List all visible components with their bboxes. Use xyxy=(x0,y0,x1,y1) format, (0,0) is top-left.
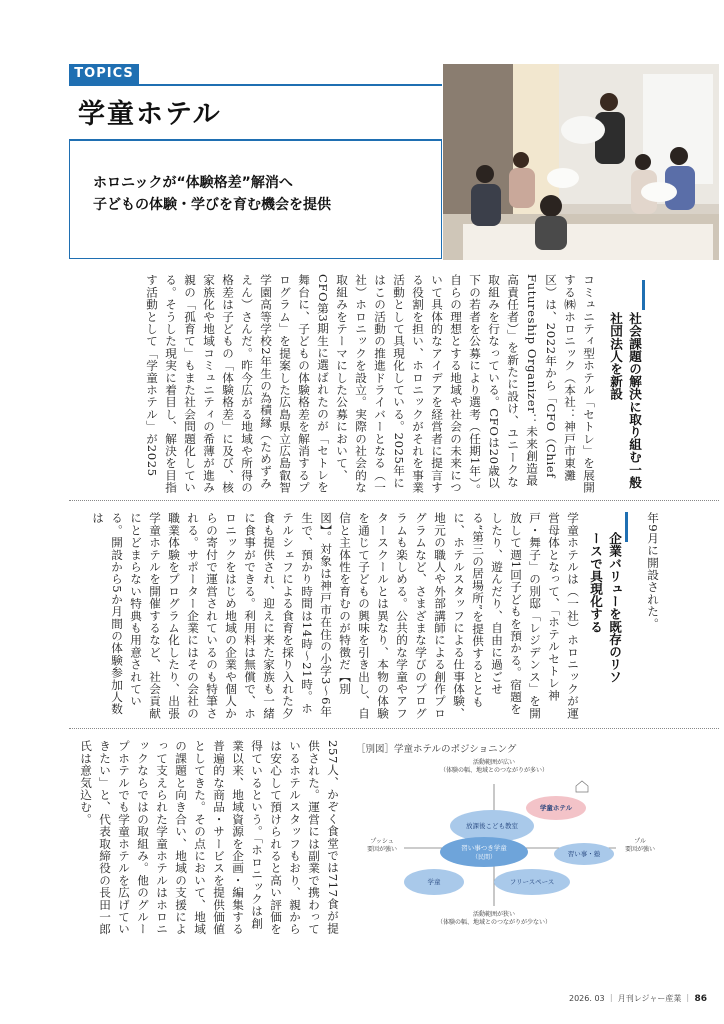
topics-tag: TOPICS xyxy=(69,64,139,84)
section-heading-bar xyxy=(625,512,628,542)
section-heading: 社会課題の解決に取り組む一般社団法人を新設 xyxy=(608,312,642,489)
figure-title: ［別図］学童ホテルのポジショニング xyxy=(356,744,517,755)
label-houkago: 放課後こども教室 xyxy=(466,822,518,830)
label-naraigoto-sub: （民間） xyxy=(471,854,497,861)
section-divider xyxy=(69,728,719,729)
positioning-figure xyxy=(354,756,664,936)
hero-photo xyxy=(443,64,719,260)
axis-bottom-label: 活動範囲が狭い xyxy=(472,911,516,918)
article-body: 年9月に開設された。 xyxy=(646,512,660,630)
axis-bottom-sublabel: （体験の幅、地域とのつながりが少ない） xyxy=(436,919,552,926)
page-title: 学童ホテル xyxy=(78,99,222,130)
article-body: コミュニティ型ホテル「セトレ」を展開する㈱ホロニック（本社：神戸市東灘区）は、2022年から「CFO（Chief Futureship Organizer：未来創造最高責任者）」を新たに設け、ユニークな取組みを行なっている。CFOは20歳以下の若者を公募により選考（任期1年）。自らの理想とする地域や社会の未来について具体的なアイデアを経営者に提言する役割を担い、ホロニックがそれを事業活動として具現化している。2025年にはこの活動の推進ドライバーとなる（一社）ホロニックを設立。実際の社会的な取組みをテーマにした公募において、CFO第3期生に選ばれたのが「セトレを舞台に、子どもの体験格差を解消するプログラム」を提案した広島県立広島叡智学園高等学校2年生の為積縁（ためずみえん）さんだ。昨今広がる地域や所得の格差は子どもの「体験格差」に及び、核家族化や地域コミュニティの希薄が進み親の「孤育て」もまた社会問題化している。そうした現実に着目し、解決を目指す活動として「学童ホテル」が2025 xyxy=(145,274,596,496)
header-rule xyxy=(69,84,442,86)
label-gakudo-hotel: 学童ホテル xyxy=(539,804,573,812)
bubble-naraigoto xyxy=(440,837,528,867)
axis-right-sublabel: 要因が強い xyxy=(624,846,656,853)
article-body: 学童ホテルは（一社）ホロニックが運営母体となって、「ホテルセトレ神戸・舞子」の別邸「レジデンス」を開放して週1回子どもを預かる。宿題をしたり、遊んだり、自由に過ごせる“第三の居場所”を提供するとともに、ホテルスタッフによる仕事体験、地元の職人や外部講師による創作プログラムなど、さまざまな学びのプログラムも楽しめる。公共的な学童やアフタースクールとは異なり、本物の体験を通じて子どもの興味を引き出し、自信と主体性を育むのが特徴だ【別図】。対象は神戸市在住の小学3〜6年生で、預かり時間は14時〜21時。ホテルシェフによる食育を採り入れた夕食も提供され、迎えに来た家族も一緒に食事ができる。利用料は無償で、ホロニックをはじめ地域の企業や個人からの寄付で運営されているのも特筆される。サポーター企業にはその会社の職業体験をプログラム化したり、出張学童ホテルを開催するなど、社会貢献にとどまらない特典も用意されている。開設から5か月間の体験参加人数は xyxy=(91,512,580,720)
footer-separator: ｜ xyxy=(607,994,616,1003)
footer-separator: ｜ xyxy=(683,994,692,1003)
issue-date: 2026. 03 xyxy=(569,994,605,1003)
section-heading: 企業バリューを既存のリソースで具現化する xyxy=(588,532,622,684)
page-footer xyxy=(569,993,707,1004)
subtitle-line: 子どもの体験・学びを育む機会を提供 xyxy=(93,197,331,213)
page-number: 86 xyxy=(694,994,707,1004)
label-naraigoto: 習い事つき学童 xyxy=(461,844,507,852)
article-body: 257人、かぞく食堂では717食が提供された。運営には副業で携わっているホテルスタッフもおり、親からは安心して預けられると高い評価を得ているという。「ホロニックは創業以来、地域資源を企画・編集する普遍的な商品・サービスを提供価値としてきた。その点において、地域の課題と向き合い、地域の支援によって支えられた学童ホテルはホロニックならではの取組み。他のグループホテルでも学童ホテルを広げていきたい」と、代表取締役の長田一郎氏は意気込む。 xyxy=(79,740,340,936)
magazine-name: 月刊レジャー産業 xyxy=(617,994,682,1003)
axis-left-sublabel: 要因が強い xyxy=(366,846,398,853)
label-gakudo: 学童 xyxy=(427,878,441,886)
axis-right-label: プル xyxy=(634,838,646,845)
axis-top-sublabel: （体験の幅、地域とのつながりが多い） xyxy=(439,767,549,774)
section-heading-bar xyxy=(642,280,645,310)
label-free-space: フリースペース xyxy=(509,878,555,886)
subtitle xyxy=(93,172,331,216)
subtitle-line: ホロニックが“体験格差”解消へ xyxy=(93,175,293,191)
axis-top-label: 活動範囲が広い xyxy=(472,759,516,766)
axis-left-label: プッシュ xyxy=(370,838,394,845)
house-icon xyxy=(576,781,588,792)
section-divider xyxy=(69,500,719,501)
label-juku: 習い事・塾 xyxy=(567,850,601,858)
